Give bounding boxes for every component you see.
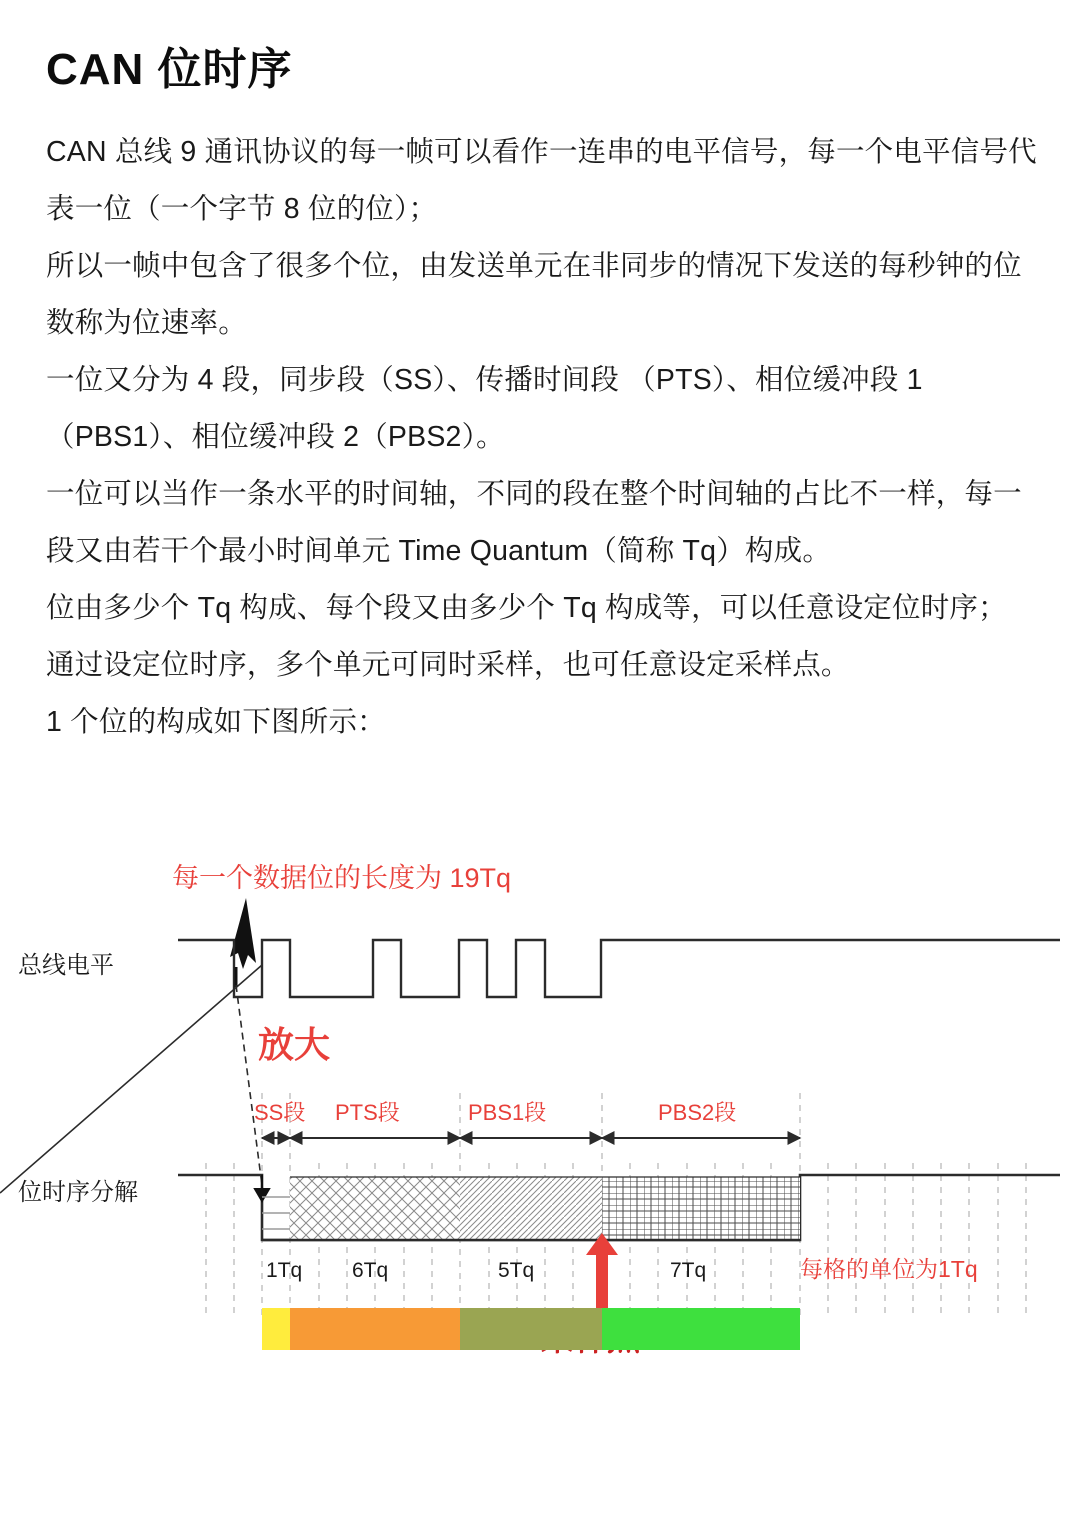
row-label-bus-level: 总线电平: [18, 952, 114, 979]
tq-label-ss: 1Tq: [266, 1259, 303, 1282]
paragraph-2: 所以一帧中包含了很多个位，由发送单元在非同步的情况下发送的每秒钟的位数称为位速率。: [46, 250, 1022, 340]
segment-label-pts: PTS段: [335, 1100, 400, 1125]
ss-helper-lines: [262, 1197, 292, 1229]
tq-label-pbs2: 7Tq: [670, 1259, 707, 1282]
segment-fill-pts: [290, 1177, 460, 1240]
sample-point-arrow-icon: [586, 1233, 618, 1308]
tq-label-pts: 6Tq: [352, 1259, 389, 1282]
segment-fill-pbs1: [460, 1177, 602, 1240]
paragraph-7: 1 个位的构成如下图所示：: [46, 706, 386, 739]
annotation-zoom: 放大: [258, 1024, 331, 1065]
row-label-bit-timing: 位时序分解: [18, 1179, 138, 1206]
zoom-guide-left: [236, 985, 263, 1193]
annotation-grid-unit: 每格的单位为1Tq: [800, 1256, 978, 1282]
segment-color-strip: [262, 1308, 800, 1350]
zoom-guide-right: [0, 965, 262, 1193]
segment-fill-pbs2: [602, 1177, 800, 1240]
paragraph-1: CAN 总线 9 通讯协议的每一帧可以看作一连串的电平信号，每一个电平信号代表一位（一个字节 8 位的位）；: [46, 136, 1037, 226]
segment-label-ss: SS段: [254, 1100, 306, 1125]
segment-label-pbs1: PBS1段: [468, 1100, 547, 1125]
segment-label-pbs2: PBS2段: [658, 1100, 737, 1125]
paragraph-3: 一位又分为 4 段，同步段（SS）、传播时间段 （PTS）、相位缓冲段 1（PBS1）、相位缓冲段 2（PBS2）。: [46, 364, 923, 454]
color-cell-pts: [290, 1308, 460, 1350]
bus-level-waveform: [178, 940, 1060, 997]
color-cell-ss: [262, 1308, 290, 1350]
annotation-bit-length: 每一个数据位的长度为 19Tq: [172, 863, 512, 893]
color-cell-pbs2: [602, 1308, 800, 1350]
paragraph-4: 一位可以当作一条水平的时间轴，不同的段在整个时间轴的占比不一样，每一段又由若干个最小时间单元 Time Quantum（简称 Tq）构成。: [46, 478, 1022, 568]
color-cell-pbs1: [460, 1308, 602, 1350]
paragraph-6: 通过设定位时序，多个单元可同时采样，也可任意设定采样点。: [46, 649, 850, 682]
page-title: CAN 位时序: [46, 45, 293, 94]
paragraph-5: 位由多少个 Tq 构成、每个段又由多少个 Tq 构成等，可以任意设定位时序；: [46, 592, 1007, 625]
tq-label-pbs1: 5Tq: [498, 1259, 535, 1282]
article-body: [46, 46, 1046, 751]
